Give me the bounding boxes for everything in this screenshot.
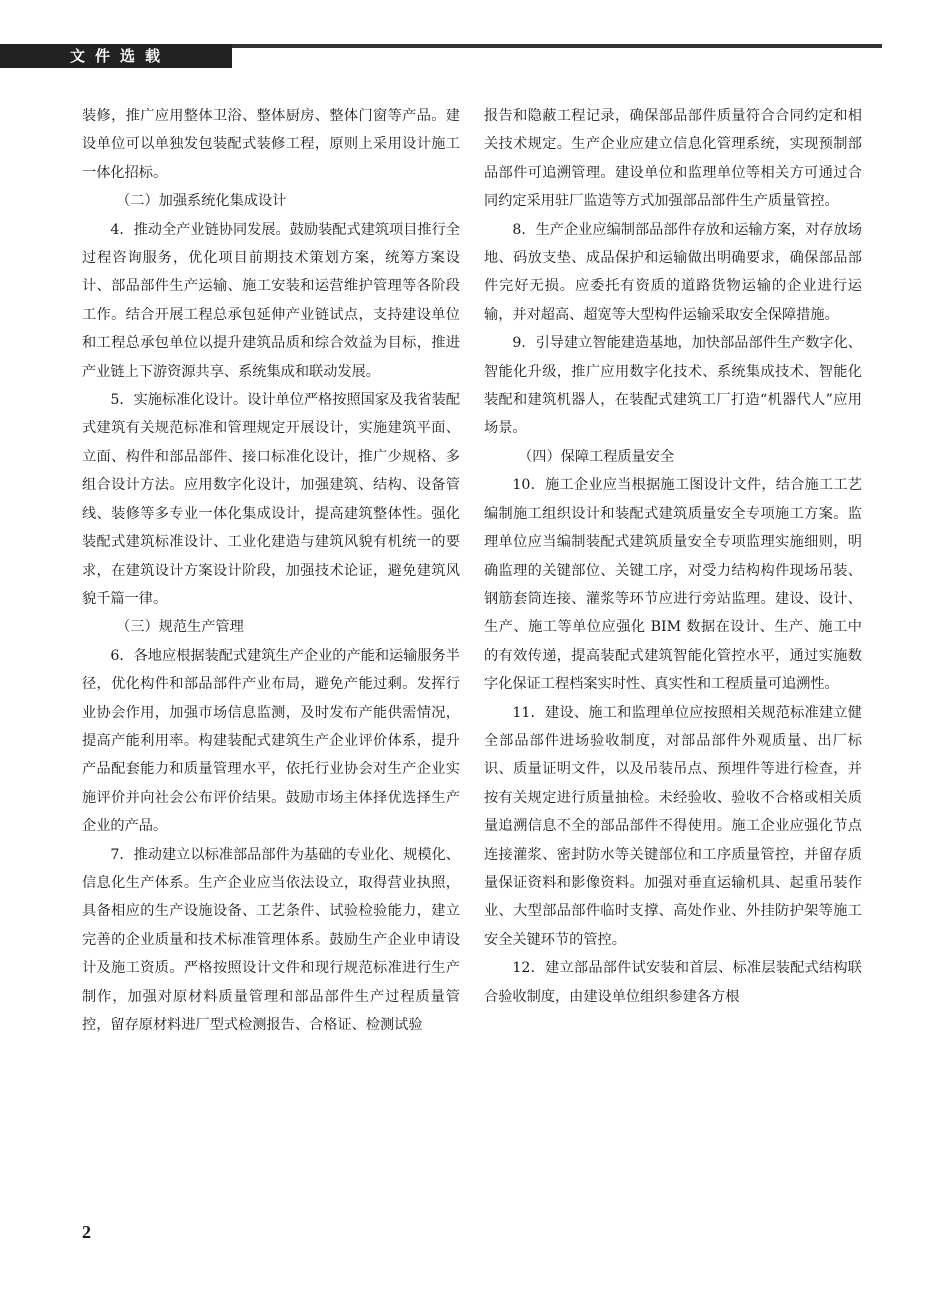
paragraph: 5．实施标准化设计。设计单位严格按照国家及我省装配式建筑有关规范标准和管理规定开展设计，实施建筑平面、立面、构件和部品部件、接口标准化设计，推广少规格、多组合设计方法。应用数字化设计，加强建筑、结构、设备管线、装修等多专业一体化集成设计，提高建筑整体性。强化装配式建筑标准设计、工业化建造与建筑风貌有机统一的要求，在建筑设计方案设计阶段，加强技术论证，避免建筑风貌千篇一律。: [82, 392, 460, 607]
header-rule: [232, 44, 882, 48]
section-subheading: （三）规范生产管理: [116, 619, 244, 636]
page-number: 2: [82, 1222, 91, 1242]
paragraph: 11．建设、施工和监理单位应按照相关规范标准建立健全部品部件进场验收制度，对部品部件外观质量、出厂标识、质量证明文件，以及吊装吊点、预埋件等进行检查，并按有关规定进行质量抽检。未经验收、验收不合格或相关质量追溯信息不全的部品部件不得使用。施工企业应强化节点连接灌浆、密封防水等关键部位和工序质量管控，并留存质量保证资料和影像资料。加强对垂直运输机具、起重吊装作业、大型部品部件临时支撑、高处作业、外挂防护架等施工安全关键环节的管控。: [484, 704, 862, 948]
section-subheading: （二）加强系统化集成设计: [116, 193, 287, 210]
right-column: [484, 102, 862, 1011]
paragraph: 报告和隐蔽工程记录，确保部品部件质量符合合同约定和相关技术规定。生产企业应建立信息化管理系统，实现预制部品部件可追溯管理。建设单位和监理单位等相关方可通过合同约定采用驻厂监造等方式加强部品部件生产质量管控。: [484, 108, 862, 210]
paragraph: 8．生产企业应编制部品部件存放和运输方案，对存放场地、码放支垫、成品保护和运输做出明确要求，确保部品部件完好无损。应委托有资质的道路货物运输的企业进行运输，并对超高、超宽等大型构件运输采取安全保障措施。: [484, 221, 862, 323]
header-bar: [0, 44, 882, 68]
paragraph: 9．引导建立智能建造基地，加快部品部件生产数字化、智能化升级，推广应用数字化技术、系统集成技术、智能化装配和建筑机器人，在装配式建筑工厂打造“机器代人”应用场景。: [484, 335, 862, 437]
paragraph: 装修，推广应用整体卫浴、整体厨房、整体门窗等产品。建设单位可以单独发包装配式装修工程，原则上采用设计施工一体化招标。: [82, 108, 460, 181]
paragraph: 7．推动建立以标准部品部件为基础的专业化、规模化、信息化生产体系。生产企业应当依法设立，取得营业执照，具备相应的生产设施设备、工艺条件、试验检验能力，建立完善的企业质量和技术标准管理体系。鼓励生产企业申请设计及施工资质。严格按照设计文件和现行规范标准进行生产制作，加强对原材料质量管理和部品部件生产过程质量管控，留存原材料进厂型式检测报告、合格证、检测试验: [82, 846, 460, 1033]
header-label-block: [0, 44, 232, 68]
paragraph: 4．推动全产业链协同发展。鼓励装配式建筑项目推行全过程咨询服务，优化项目前期技术策划方案，统筹方案设计、部品部件生产运输、施工安装和运营维护管理等各阶段工作。结合开展工程总承包延伸产业链试点，支持建设单位和工程总承包单位以提升建筑品质和综合效益为目标，推进产业链上下游资源共享、系统集成和联动发展。: [82, 221, 460, 380]
paragraph: 6．各地应根据装配式建筑生产企业的产能和运输服务半径，优化构件和部品部件产业布局，避免产能过剩。发挥行业协会作用，加强市场信息监测，及时发布产能供需情况，提高产能利用率。构建装配式建筑生产企业评价体系，提升产品配套能力和质量管理水平，依托行业协会对生产企业实施评价并向社会公布评价结果。鼓励市场主体择优选择生产企业的产品。: [82, 647, 460, 835]
left-column: [82, 102, 460, 1039]
section-subheading: （四）保障工程质量安全: [518, 448, 675, 465]
section-title: 文件选载: [70, 47, 171, 65]
paragraph: 12．建立部品部件试安装和首层、标准层装配式结构联合验收制度，由建设单位组织参建各方根: [484, 960, 862, 1005]
paragraph: 10．施工企业应当根据施工图设计文件，结合施工工艺编制施工组织设计和装配式建筑质量安全专项施工方案。监理单位应当编制装配式建筑质量安全专项监理实施细则，明确监理的关键部位、关键工序，对受力结构构件现场吊装、钢筋套筒连接、灌浆等环节应进行旁站监理。建设、设计、生产、施工等单位应强化 BIM 数据在设计、生产、施工中的有效传递，提高装配式建筑智能化管控水平，通过实施数字化保证工程档案实时性、真实性和工程质量可追溯性。: [484, 477, 862, 693]
